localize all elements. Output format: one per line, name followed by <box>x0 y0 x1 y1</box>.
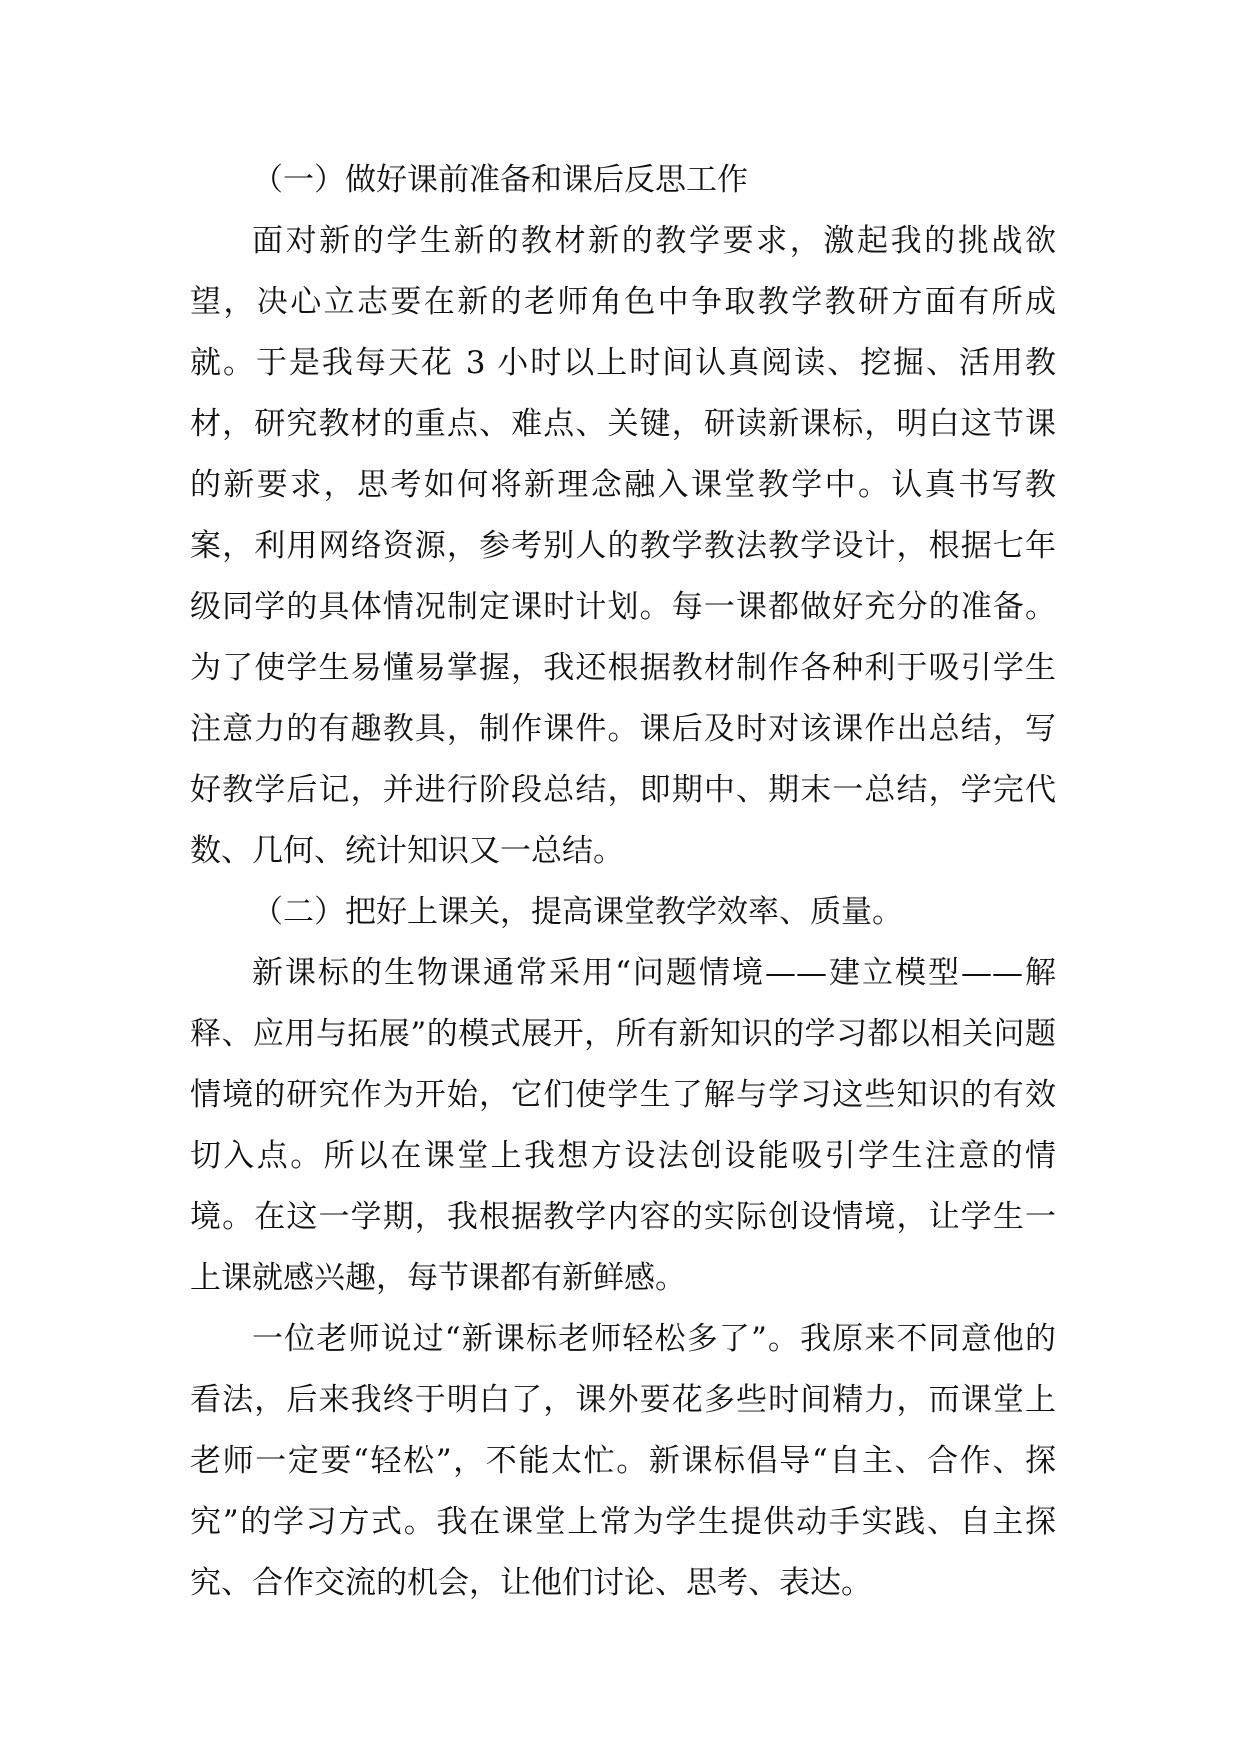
section-heading-1: （一）做好课前准备和课后反思工作 <box>252 162 748 198</box>
paragraph-preparation: 面对新的学生新的教材新的教学要求，激起我的挑战欲望，决心立志要在新的老师角色中争取教学教研方面有所成就。于是我每天花 3 小时以上时间认真阅读、挖掘、活用教材，研究教材的重点、难点、关键，研读新课标，明白这节课的新要求，思考如何将新理念融入课堂教学中。认真书写教案，利用网络资源，参考别人的教学教法教学设计，根据七年级同学的具体情况制定课时计划。每一课都做好充分的准备。为了使学生易懂易掌握，我还根据教材制作各种利于吸引学生注意力的有趣教具，制作课件。课后及时对该课作出总结，写好教学后记，并进行阶段总结，即期中、期末一总结，学完代数、几何、统计知识又一总结。 <box>190 223 1056 869</box>
document-page <box>190 150 1056 1614</box>
paragraph-situation: 新课标的生物课通常采用“问题情境——建立模型——解释、应用与拓展”的模式展开，所有新知识的学习都以相关问题情境的研究作为开始，它们使学生了解与学习这些知识的有效切入点。所以在课堂上我想方设法创设能吸引学生注意的情境。在这一学期，我根据教学内容的实际创设情境，让学生一上课就感兴趣，每节课都有新鲜感。 <box>190 955 1056 1296</box>
section-heading-2: （二）把好上课关，提高课堂教学效率、质量。 <box>252 894 903 930</box>
paragraph-teacher-quote: 一位老师说过“新课标老师轻松多了”。我原来不同意他的看法，后来我终于明白了，课外要花多些时间精力，而课堂上老师一定要“轻松”，不能太忙。新课标倡导“自主、合作、探究”的学习方式。我在课堂上常为学生提供动手实践、自主探究、合作交流的机会，让他们讨论、思考、表达。 <box>190 1321 1056 1601</box>
